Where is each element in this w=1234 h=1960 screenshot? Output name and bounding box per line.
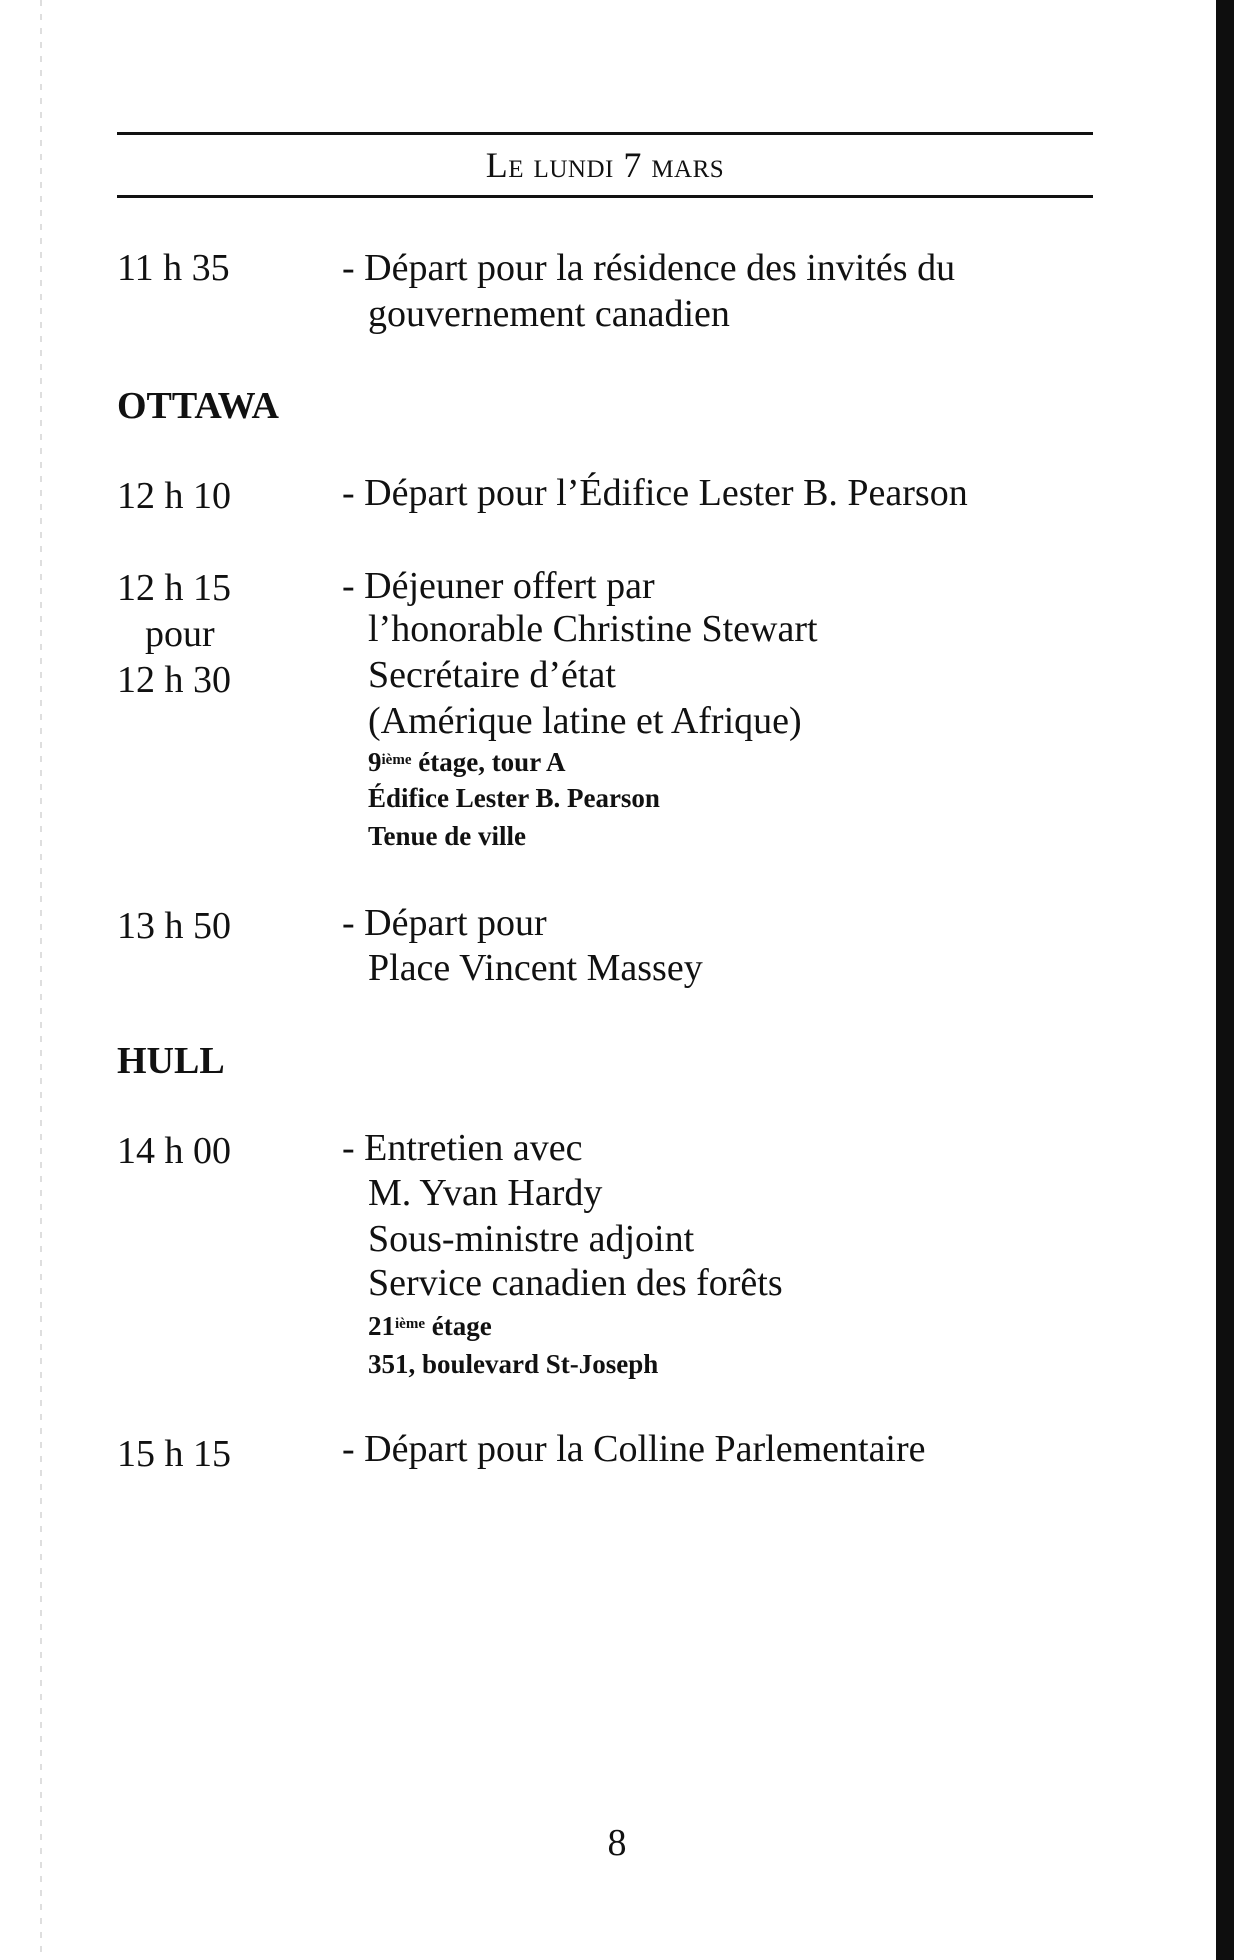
entry-description: - Entretien avec <box>342 1127 583 1169</box>
entry-time: 12 h 15 <box>117 567 231 609</box>
entry-detail-floor <box>368 1308 492 1344</box>
entry-description: - Départ pour l’Édifice Lester B. Pearson <box>342 472 968 514</box>
entry-time: 15 h 15 <box>117 1433 231 1475</box>
entry-description: Service canadien des forêts <box>368 1262 783 1304</box>
entry-description: - Départ pour la résidence des invités du <box>342 247 956 289</box>
floor-ordinal: ième <box>381 752 412 768</box>
entry-time-connector: pour <box>145 613 215 655</box>
floor-text: étage, tour A <box>411 747 566 777</box>
city-heading-ottawa: OTTAWA <box>117 385 279 427</box>
entry-description: - Déjeuner offert par <box>342 565 655 607</box>
floor-ordinal: ième <box>395 1316 425 1332</box>
entry-description: Sous-ministre adjoint <box>368 1218 695 1260</box>
entry-description: Secrétaire d’état <box>368 654 616 696</box>
entry-detail-building: Édifice Lester B. Pearson <box>368 783 660 813</box>
header-rule-bottom <box>117 195 1093 198</box>
entry-detail-dress: Tenue de ville <box>368 821 527 851</box>
page-title: Le lundi 7 mars <box>485 145 725 185</box>
entry-description: gouvernement canadien <box>368 293 730 335</box>
scan-edge-right <box>1216 0 1234 1960</box>
entry-description: l’honorable Christine Stewart <box>368 608 818 650</box>
entry-detail-floor <box>368 744 565 780</box>
entry-detail-address: 351, boulevard St-Joseph <box>368 1349 659 1379</box>
floor-number: 21 <box>368 1311 395 1341</box>
entry-description: M. Yvan Hardy <box>368 1172 603 1214</box>
page-number: 8 <box>607 1822 627 1864</box>
entry-description: - Départ pour la Colline Parlementaire <box>342 1428 926 1470</box>
scan-edge-left <box>40 0 42 1960</box>
entry-time: 12 h 30 <box>117 659 231 701</box>
floor-number: 9 <box>368 747 382 777</box>
floor-text: étage <box>424 1311 492 1341</box>
entry-description: Place Vincent Massey <box>368 947 703 989</box>
header-rule-top <box>117 132 1093 135</box>
entry-time: 14 h 00 <box>117 1130 231 1172</box>
city-heading-hull: HULL <box>117 1040 225 1082</box>
entry-time: 12 h 10 <box>117 475 231 517</box>
entry-description: (Amérique latine et Afrique) <box>368 700 802 742</box>
entry-time: 13 h 50 <box>117 905 231 947</box>
entry-description: - Départ pour <box>342 902 547 944</box>
entry-time: 11 h 35 <box>117 247 230 289</box>
